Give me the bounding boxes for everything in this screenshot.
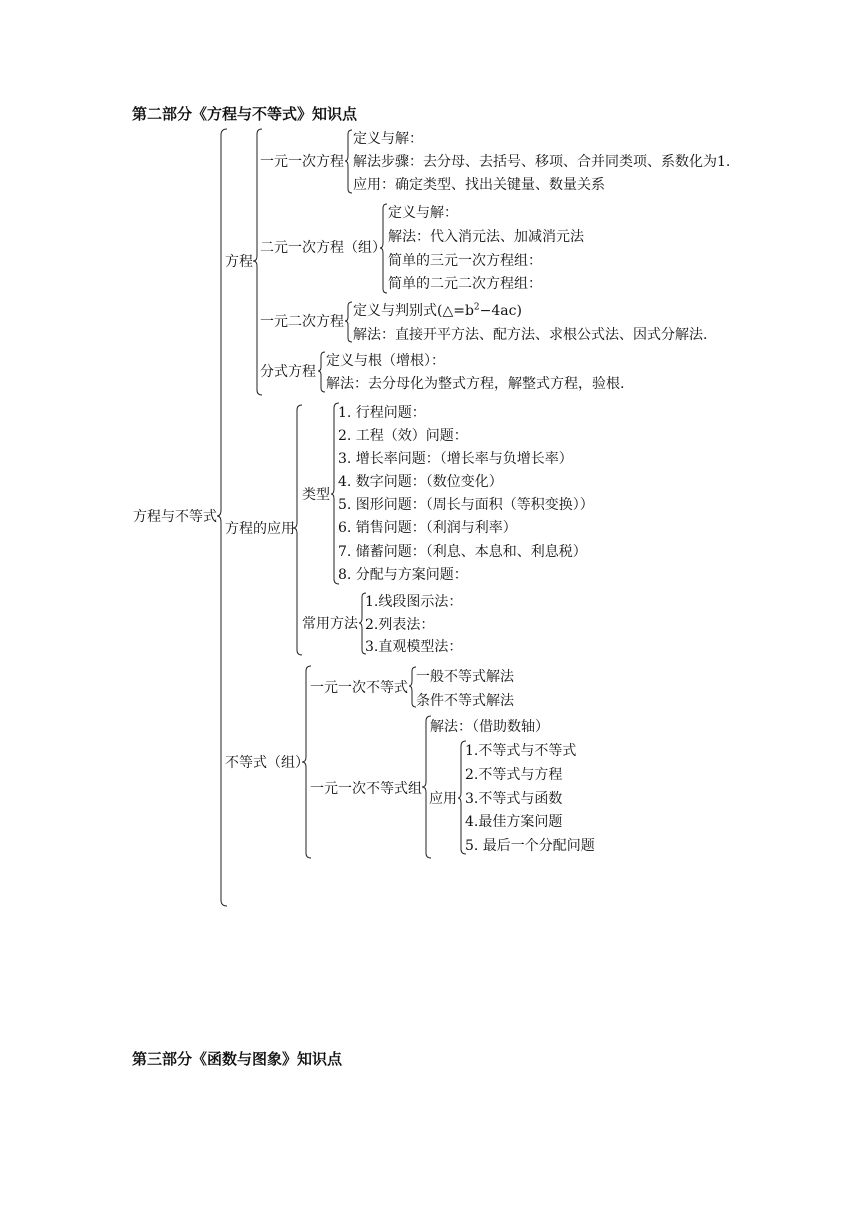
app-item-1: 1.不等式与不等式 bbox=[465, 743, 577, 759]
linear2-item-4: 简单的二元二次方程组： bbox=[388, 276, 542, 292]
quadratic-item-1 bbox=[353, 302, 522, 320]
part3-heading: 第三部分《函数与图象》知识点 bbox=[132, 1050, 343, 1068]
node-single: 一元一次不等式 bbox=[310, 680, 408, 696]
type-item-3: 3. 增长率问题：（增长率与负增长率） bbox=[338, 451, 573, 467]
system-solution: 解法：（借助数轴） bbox=[430, 719, 549, 735]
method-item-1: 1.线段图示法： bbox=[365, 594, 463, 610]
part2-heading: 第二部分《方程与不等式》知识点 bbox=[132, 105, 358, 123]
app-item-5: 5. 最后一个分配问题 bbox=[465, 838, 595, 854]
node-fractional: 分式方程 bbox=[260, 364, 316, 380]
node-equation: 方程 bbox=[225, 254, 253, 270]
brace-system bbox=[422, 716, 431, 858]
node-linear2: 二元一次方程（组） bbox=[260, 240, 386, 256]
node-root: 方程与不等式 bbox=[133, 509, 217, 525]
linear1-item-2: 解法步骤：去分母、去括号、移项、合并同类项、系数化为1. bbox=[353, 154, 731, 170]
type-item-8: 8. 分配与方案问题： bbox=[338, 567, 468, 583]
type-item-1: 1. 行程问题： bbox=[338, 405, 426, 421]
node-system: 一元一次不等式组 bbox=[310, 781, 422, 797]
single-item-1: 一般不等式解法 bbox=[416, 669, 514, 685]
node-types: 类型 bbox=[302, 487, 330, 503]
linear2-item-3: 简单的三元一次方程组： bbox=[388, 253, 542, 269]
type-item-4: 4. 数字问题：（数位变化） bbox=[338, 474, 503, 490]
node-methods: 常用方法 bbox=[302, 616, 358, 632]
type-item-6: 6. 销售问题：（利润与利率） bbox=[338, 520, 517, 536]
linear1-item-1: 定义与解： bbox=[353, 131, 423, 147]
node-system-application: 应用 bbox=[429, 791, 457, 807]
brace-single bbox=[409, 667, 416, 707]
type-item-7: 7. 储蓄问题：（利息、本息和、利息税） bbox=[338, 544, 587, 560]
quadratic-item-1-suffix: −4ac) bbox=[479, 303, 522, 319]
quadratic-item-1-prefix: 定义与判别式(△=b bbox=[353, 303, 474, 319]
brace-linear1 bbox=[345, 130, 352, 193]
node-inequality: 不等式（组） bbox=[225, 755, 309, 771]
fractional-item-2: 解法：去分母化为整式方程，解整式方程，验根. bbox=[326, 376, 625, 392]
node-linear1: 一元一次方程 bbox=[260, 154, 344, 170]
linear1-item-3: 应用：确定类型、找出关键量、数量关系 bbox=[353, 177, 605, 193]
type-item-5: 5. 图形问题：（周长与面积（等积变换）） bbox=[338, 497, 594, 513]
type-item-2: 2. 工程（效）问题： bbox=[338, 428, 468, 444]
method-item-2: 2.列表法： bbox=[365, 617, 435, 633]
brace-fractional bbox=[318, 352, 325, 392]
fractional-item-1: 定义与根（增根）： bbox=[326, 353, 445, 369]
node-quadratic: 一元二次方程 bbox=[260, 314, 344, 330]
app-item-4: 4.最佳方案问题 bbox=[465, 814, 563, 830]
app-item-3: 3.不等式与函数 bbox=[465, 791, 563, 807]
quadratic-item-1-sup: 2 bbox=[473, 302, 480, 313]
app-item-2: 2.不等式与方程 bbox=[465, 767, 563, 783]
node-application: 方程的应用 bbox=[225, 521, 295, 537]
method-item-3: 3.直观模型法： bbox=[365, 639, 463, 655]
brace-root bbox=[217, 129, 227, 906]
quadratic-item-2: 解法：直接开平方法、配方法、求根公式法、因式分解法. bbox=[353, 327, 708, 343]
linear2-item-1: 定义与解： bbox=[388, 205, 458, 221]
single-item-2: 条件不等式解法 bbox=[416, 693, 514, 709]
brace-quadratic bbox=[345, 302, 352, 342]
linear2-item-2: 解法：代入消元法、加减消元法 bbox=[388, 229, 584, 245]
